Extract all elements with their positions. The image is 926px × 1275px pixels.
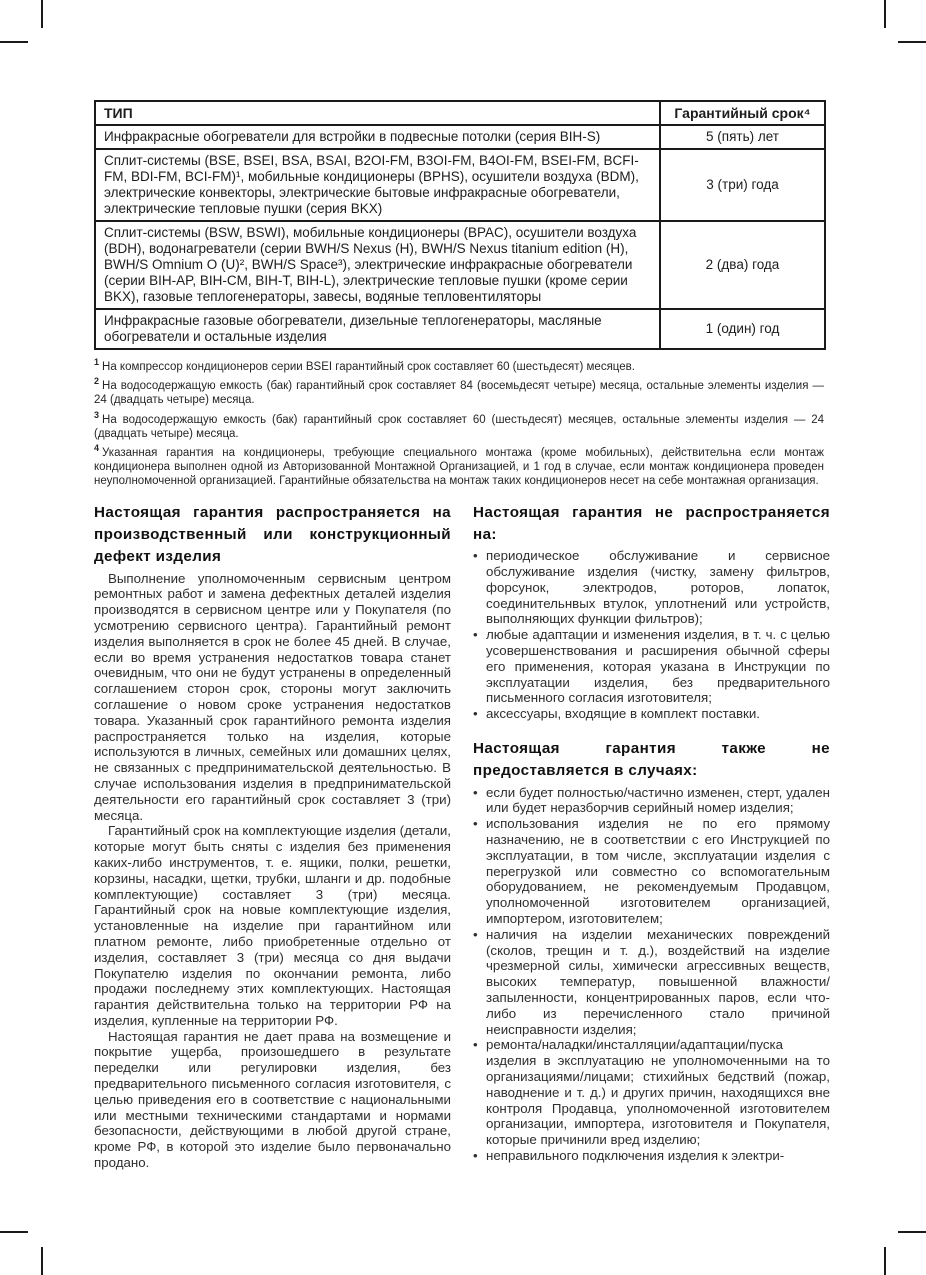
footnote-text: Указанная гарантия на кондиционеры, требующие специального монтажа (кроме мобильных), действительна если монтаж кондиционера выполнен одной из Авторизованной Монтажной Организацией, и 1 год в случае, если монтаж кондиционера проведен неуполномоченной организацией. Гарантийные обязательства на монтаж таких кондиционеров несет на себе монтажная организация. [94,446,824,488]
bullet-icon: • [473,627,478,643]
footnote [94,441,824,489]
warranty-term-cell: 2 (два) года [660,221,825,309]
column-header-warranty-term: Гарантийный срок⁴ [660,101,825,125]
footnote-marker: 1 [94,357,100,367]
column-header-type: ТИП [95,101,660,125]
footnote-marker: 3 [94,409,100,420]
section-heading-not-covered: Настоящая гарантия не распространяется на: [473,503,830,543]
footnote-text: На водосодержащую емкость (бак) гарантийный срок составляет 84 (восемьдесят четыре) месяца, остальные элементы изделия — 24 (двадцать четыре) месяца. [94,379,824,407]
table-footnotes [94,355,824,489]
table-row [95,125,825,149]
footnote-marker: 2 [94,376,100,387]
crop-mark-bottom-right-vertical [884,1247,886,1275]
footnote [94,374,824,407]
table-header-row [95,101,825,125]
warranty-term-cell: 1 (один) год [660,309,825,349]
crop-mark-bottom-left-vertical [41,1247,43,1275]
bullet-icon: • [473,1147,478,1163]
table-row [95,221,825,309]
table-row [95,309,825,349]
bullet-icon: • [473,548,478,564]
paragraph: Выполнение уполномоченным сервисным центром ремонтных работ и замена дефектных деталей изделия производятся в сервисном центре или у Покупателя (по усмотрению сервисного центра). Гарантийный ремонт изделия выполняется в срок не более 45 дней. В случае, если во время устранения недостатков товара станет очевидным, что они не будут устранены в определенный соглашением сторон срок, стороны могут заключить соглашение о новом сроке устранения недостатков товара. Указанный срок гарантийного ремонта изделия распространяется только на изделия, которые используются в личных, семейных или домашних целях, не связанных с предпринимательской деятельностью. В случае использования изделия в предпринимательской деятельности его гарантийный срок составляет 3 (три) месяца. [94,570,451,823]
section-heading-covered: Настоящая гарантия распространяется на производственный или конструкционный дефект изделия [94,503,451,566]
list-item [473,785,830,817]
paragraph: Настоящая гарантия не дает права на возмещение и покрытие ущерба, произошедшего в результате переделки или регулировки изделия, без предварительного письменного согласия изготовителя, с целью приведения его в соответствие с национальными или местными техническими стандартами и нормами безопасности, действующими в любой другой стране, кроме РФ, в которой это изделие было первоначально продано. [94,1028,451,1171]
footnote-text: На компрессор кондиционеров серии BSEI гарантийный срок составляет 60 (шестьдесят) месяцев. [102,360,635,373]
left-column [94,502,451,1171]
section-heading-not-provided: Настоящая гарантия также не предоставляется в случаях: [473,740,830,780]
bullet-icon: • [473,816,478,832]
paragraph: Гарантийный срок на комплектующие изделия (детали, которые могут быть сняты с изделия без применения каких-либо инструментов, т. е. ящики, полки, решетки, корзины, насадки, щетки, трубки, шланги и др. подобные комплектующие) составляет 3 (три) месяца. Гарантийный срок на новые комплектующие изделия, установленные на изделие при гарантийном или платном ремонте, либо приобретенные отдельно от изделия, составляет 3 (три) месяца со дня выдачи Покупателю изделия по окончании ремонта, либо продажи последнему этих комплектующих. Настоящая гарантия действительна только на территории РФ на изделия, купленные на территории РФ. [94,823,451,1028]
right-column [473,502,830,1171]
warranty-term-cell: 5 (пять) лет [660,125,825,149]
bullet-icon: • [473,926,478,942]
product-type-cell: Инфракрасные газовые обогреватели, дизельные теплогенераторы, масляные обогреватели и остальные изделия [95,309,660,349]
footnote-marker: 4 [94,442,100,453]
list-item [473,627,830,706]
footnote [94,355,824,374]
table-row [95,149,825,221]
product-type-cell: Сплит-системы (BSE, BSEI, BSA, BSAI, B2OI-FM, B3OI-FM, B4OI-FM, BSEI-FM, BCFI-FM, BDI-FM, BCI-FM)¹, мобильные кондиционеры (BPHS), осушители воздуха (BDM), электрические конвекторы, электрические бытовые инфракрасные обогреватели, электрические тепловые пушки (серия BKX) [95,149,660,221]
list-item-text: ремонта/наладки/инсталляции/адаптации/пуска изделия в эксплуатацию не уполномоченными на то организациями/лицами; стихийных бедствий (пожар, наводнение и т. д.) и других причин, находящихся вне контроля Продавца, уполномоченной изготовителем организации, импортера, изготовителя и Покупателя, которые причинили вред изделию; [486,1037,830,1148]
list-item-text: если будет полностью/частично изменен, стерт, удален или будет неразборчив серийный номер изделия; [486,784,830,816]
crop-mark-top-right-vertical [884,0,886,28]
crop-mark-top-right-horizontal [898,41,926,43]
crop-mark-top-left-vertical [41,0,43,28]
bullet-icon: • [473,706,478,722]
list-item [473,1037,830,1148]
list-item-text: периодическое обслуживание и сервисное обслуживание изделия (чистку, замену фильтров, форсунок, электродов, роторов, лопаток, соединительнвых втулок, уплотнений или устройств, выполняющих функции фильтров); [486,548,830,627]
warranty-terms-table [94,100,826,350]
bullet-icon: • [473,784,478,800]
warranty-term-cell: 3 (три) года [660,149,825,221]
not-covered-list [473,548,830,722]
list-item-text: аксессуары, входящие в комплект поставки. [486,706,760,722]
list-item [473,816,830,927]
list-item-text: наличия на изделии механических повреждений (сколов, трещин и т. д.), воздействий на изделие чрезмерной силы, химически агрессивных веществ, высоких температур, повышенной влажности/запыленности, концентрированных паров, если что-либо из перечисленного стало причиной неисправности изделия; [486,926,830,1037]
list-item [473,706,830,722]
list-item-text: использования изделия не по его прямому назначению, не в соответствии с его Инструкцией по эксплуатации, в том числе, эксплуатации изделия с перегрузкой или совместно со вспомогательным оборудованием, не рекомендуемым Продавцом, уполномоченной изготовителем организацией, импортером, изготовителем; [486,816,830,927]
body-columns [94,502,830,1171]
list-item [473,548,830,627]
list-item [473,1148,830,1164]
crop-mark-bottom-left-horizontal [0,1231,28,1233]
not-provided-list [473,785,830,1164]
product-type-cell: Инфракрасные обогреватели для встройки в подвесные потолки (серия BIH-S) [95,125,660,149]
footnote [94,408,824,441]
list-item-text: любые адаптации и изменения изделия, в т. ч. с целью усовершенствования и расширения обычной сферы его применения, которая указана в Инструкции по эксплуатации изделия, без предварительного письменного согласия изготовителя; [486,627,830,706]
list-item [473,927,830,1038]
bullet-icon: • [473,1037,478,1053]
list-item-text: неправильного подключения изделия к электри- [486,1147,785,1163]
footnote-text: На водосодержащую емкость (бак) гарантийный срок составляет 60 (шестьдесят) месяцев, остальные элементы изделия — 24 (двадцать четыре) месяца. [94,413,824,440]
product-type-cell: Сплит-системы (BSW, BSWI), мобильные кондиционеры (BPAC), осушители воздуха (BDH), водонагреватели (серии BWH/S Nexus (H), BWH/S Nexus titanium edition (H), BWH/S Omnium O (U)², BWH/S Space³), электрические инфракрасные обогреватели (серии BIH-AP, BIH-CM, BIH-T, BIH-L), электрические тепловые пушки (кроме серии BKX), газовые теплогенераторы, завесы, водяные тепловентиляторы [95,221,660,309]
crop-mark-top-left-horizontal [0,41,28,43]
page-content [94,100,830,1171]
crop-mark-bottom-right-horizontal [898,1231,926,1233]
